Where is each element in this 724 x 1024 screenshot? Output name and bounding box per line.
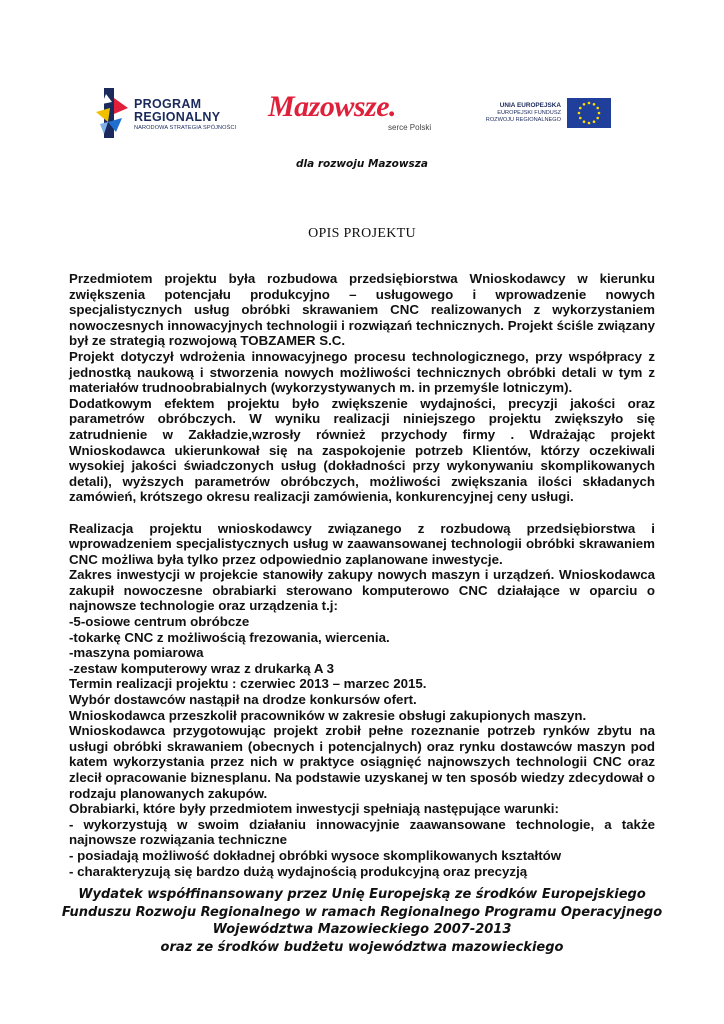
footer-line3: Województwa Mazowieckiego 2007-2013 — [212, 922, 512, 937]
program-regionalny-logo — [94, 84, 254, 144]
paragraph: Dodatkowym efektem projektu było zwiększenie wydajności, precyzji jakości oraz parametrów obróbczych. W wyniku realizacji niniejszego projektu zwiększyło się zatrudnienie w Zakładzie,wzrosły również przychody firmy . Wdrażając projekt Wnioskodawca ukierunkował się na zaspokojenie potrzeb Klientów, którzy oczekiwali wysokiej jakości świadczonych usług (dokładności przy wykonywaniu skomplikowanych detali), wyższych parametrów obróbczych, możliwości zwiększania ilości składanych zamówień, krótszego okresu realizacji zamówienia, konkurencyjnej ceny usługi. — [69, 395, 655, 505]
list-item: -5-osiowe centrum obróbcze — [69, 614, 250, 630]
funding-footer — [0, 886, 724, 956]
paragraph: Wnioskodawca przeszkolił pracowników w zakresie obsługi zakupionych maszyn. — [69, 707, 587, 723]
mazowsze-logo — [268, 90, 438, 138]
paragraph: Wybór dostawców nastąpił na drodze konkursów ofert. — [69, 692, 417, 708]
list-item: - wykorzystują w swoim działaniu innowacyjnie zaawansowane technologie, a także najnowsze rozwiązania techniczne — [69, 816, 655, 848]
ue-line1: UNIA EUROPEJSKA — [499, 102, 561, 109]
paragraph: Przedmiotem projektu była rozbudowa przedsiębiorstwa Wnioskodawcy w kierunku zwiększenia potencjału produkcyjno – usługowego i wprowadzenie nowych specjalistycznych usług obróbki skrawaniem CNC realizowanych z wykorzystaniem nowoczesnych innowacyjnych technologii i rozwiązań technicznych. Projekt ściśle związany był ze strategią rozwojową TOBZAMER S.C. — [69, 271, 655, 349]
program-line2: REGIONALNY — [134, 110, 221, 124]
project-description — [69, 271, 655, 879]
paragraph: Termin realizacji projektu : czerwiec 2013 – marzec 2015. — [69, 676, 427, 692]
list-item: - charakteryzują się bardzo dużą wydajnością produkcyjną oraz precyzją — [69, 863, 528, 879]
paragraph: Zakres inwestycji w projekcie stanowiły zakupy nowych maszyn i urządzeń. Wnioskodawca zakupił nowoczesne obrabiarki sterowano komputerowo CNC działające w oparciu o najnowsze technologie oraz urządzenia t.j: — [69, 567, 655, 614]
page-title: OPIS PROJEKTU — [308, 226, 416, 241]
ue-logo — [457, 98, 622, 132]
ue-line2: EUROPEJSKI FUNDUSZ — [497, 110, 561, 116]
program-line1: PROGRAM — [134, 97, 202, 111]
program-line3: NARODOWA STRATEGIA SPÓJNOŚCI — [134, 125, 237, 131]
nss-star-icon — [94, 88, 132, 138]
ue-line3: ROZWOJU REGIONALNEGO — [485, 117, 561, 123]
footer-line2: Funduszu Rozwoju Regionalnego w ramach Regionalnego Programu Operacyjnego — [61, 904, 663, 920]
footer-line4: oraz ze środków budżetu województwa mazowieckiego — [160, 939, 564, 955]
tagline: dla rozwoju Mazowsza — [295, 158, 428, 170]
paragraph: Wnioskodawca przygotowując projekt zrobił pełne rozeznanie potrzeb rynków zbytu na usługi obróbki skrawaniem (obecnych i potencjalnych) oraz rynku dostawców maszyn pod katem wykorzystania przez nich w praktyce osiągnięć najnowszych technologii CNC oraz zlecił opracowanie biznesplanu. Na podstawie uzyskanej w ten sposób wiedzy zdecydował o rodzaju planowanych zakupów. — [69, 723, 655, 801]
footer-line1: Wydatek współfinansowany przez Unię Europejską ze środków Europejskiego — [78, 887, 646, 902]
list-item: -maszyna pomiarowa — [69, 645, 204, 661]
logo-bar — [94, 84, 620, 146]
list-item: - posiadają możliwość dokładnej obróbki wysoce skomplikowanych kształtów — [69, 847, 562, 863]
paragraph: Projekt dotyczył wdrożenia innowacyjnego procesu technologicznego, przy współpracy z jednostką naukową i stworzenia nowych możliwości technicznych obróbki detali w tym z materiałów trudnoobrabialnych (wykorzystywanych m. in przemyśle lotniczym). — [69, 348, 655, 396]
paragraph: Realizacja projektu wnioskodawcy związanego z rozbudową przedsiębiorstwa i wprowadzeniem specjalistycznych usług w zaawansowanej technologii obróbki skrawaniem CNC możliwa była tylko przez odpowiednio zaplanowane inwestycje. — [69, 520, 655, 567]
eu-flag-icon — [567, 98, 611, 128]
list-item: -tokarkę CNC z możliwością frezowania, wiercenia. — [69, 629, 390, 645]
list-item: -zestaw komputerowy wraz z drukarką A 3 — [69, 660, 335, 676]
mazowsze-subtitle: serce Polski — [388, 123, 432, 132]
paragraph: Obrabiarki, które były przedmiotem inwestycji spełniają następujące warunki: — [69, 801, 559, 817]
mazowsze-wordmark: Mazowsze. — [268, 90, 397, 123]
